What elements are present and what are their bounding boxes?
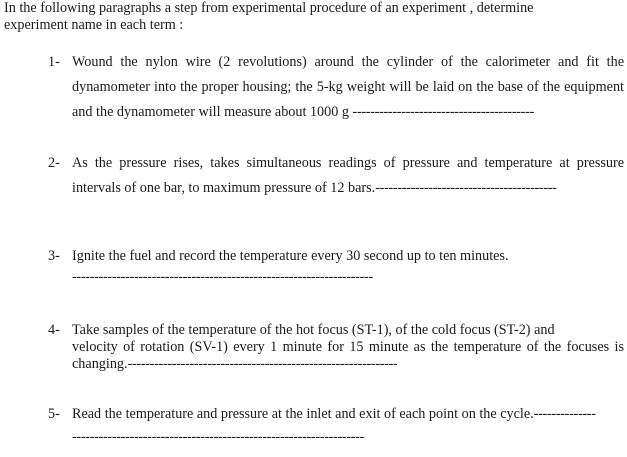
question-line-with-blank [72, 104, 534, 121]
instructions-line-2: experiment name in each term : [4, 17, 184, 33]
question-number: 5- [48, 406, 60, 422]
answer-blank[interactable]: ------------------------------------------------------------------ [72, 429, 365, 445]
question-line-with-blank [72, 180, 557, 197]
instructions-line-1: In the following paragraphs a step from experimental procedure of an experiment , determine [4, 0, 534, 16]
question-number: 3- [48, 248, 60, 264]
question-line: velocity of rotation (SV-1) every 1 minute for 15 minute as the temperature of the focuses is [72, 339, 624, 355]
answer-blank[interactable]: ----------------------------------------- [375, 180, 557, 196]
question-line: Ignite the fuel and record the temperature every 30 second up to ten minutes. [72, 248, 509, 264]
question-line: changing. [72, 356, 128, 372]
question-line: intervals of one bar, to maximum pressure of 12 bars. [72, 180, 376, 196]
question-line: Take samples of the temperature of the hot focus (ST-1), of the cold focus (ST-2) and [72, 322, 555, 338]
question-line: As the pressure rises, takes simultaneous readings of pressure and temperature at pressure [72, 155, 624, 171]
question-line: and the dynamometer will measure about 1000 g [72, 104, 349, 120]
question-line-with-blank [72, 356, 397, 373]
answer-blank[interactable]: -------------------------------------------------------------------- [72, 269, 373, 285]
question-number: 4- [48, 322, 60, 338]
answer-blank[interactable]: ----------------------------------------- [352, 104, 534, 120]
question-line: Wound the nylon wire (2 revolutions) around the cylinder of the calorimeter and fit the [72, 54, 624, 70]
question-number: 1- [48, 54, 60, 70]
instructions-header [4, 0, 564, 34]
question-line-with-blank [72, 406, 596, 423]
question-number: 2- [48, 155, 60, 171]
question-line: dynamometer into the proper housing; the 5-kg weight will be laid on the base of the equipment [72, 79, 624, 95]
answer-blank[interactable]: ------------------------------------------------------------- [127, 356, 398, 372]
question-line: Read the temperature and pressure at the inlet and exit of each point on the cycle. [72, 406, 534, 422]
answer-blank-inline[interactable]: -------------- [533, 406, 596, 422]
